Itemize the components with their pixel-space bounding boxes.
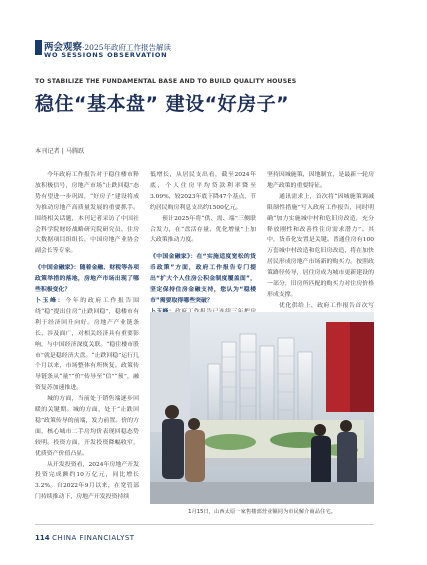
body-paragraph: 从开发投资看，2024年房地产开发投资完成额约10万亿元，同比增长3.2%。自2022年9月以来，在宽管部门持续推动下，房地产开发投资持续: [35, 461, 139, 501]
article-column-1: [35, 170, 139, 503]
article-byline: 本刊记者 | 马腾跃: [35, 148, 85, 155]
body-paragraph: 坚持因城施策，因地制宜，是最新一轮房地产政策的重要特征。: [267, 172, 374, 189]
photo-caption: 1月15日，山西太原一家售楼部营业额同为市民解介商品住宅。: [188, 509, 336, 515]
column-title-en: WO SESSIONS OBSERVATION: [44, 51, 168, 59]
article-kicker: TO STABILIZE THE FUNDAMENTAL BASE AND TO BUILD QUALITY HOUSES: [35, 78, 297, 85]
speaker-tag: 卜玉峰：: [35, 297, 66, 304]
article-photo: [150, 312, 374, 504]
body-paragraph: 通讯需求上，首次将“因城施策调减限制性措施”写入政府工作报告，同时明确“加力实施城中村和危旧房改造，充分释放刚性和改善性住房需求潜力”。其中，货币化安置是关键。普通住房有100万套城中村改造和危旧房改造，将在加快居民形成房地产市场新的购买力。按照政策路径传导，居住房成为城市更新建设的一部分，旧房所匹配的购买力对住房价格形成支撑。: [267, 193, 374, 298]
column-title-cn: 两会观察: [44, 42, 83, 53]
page-number: 114: [35, 534, 50, 542]
answer-paragraph-1: [35, 296, 139, 394]
article-title: 稳住“基本盘” 建设“好房子”: [35, 93, 290, 115]
body-paragraph: 优化供给上，政府工作报告首次写: [279, 302, 374, 309]
interview-question-2: 《中国金融家》：在“实施适度宽松的货币政策”方面，政府工作报告专门提出“扩大个人住房公积金制度覆盖面”，坚定保持住房金融支持，您认为“稳楼市”需要取得哪些突破？: [150, 254, 256, 304]
answer-text-1: 今年的政府工作报告围绕“稳”提出住房“止跌回稳”，稳楼市有利于经济回升向好。房地产产业链条长、涉及面广，对相关经济具有重要影响，与中国经济深度关联。“稳住楼市股市”就是稳经济大盘。“止跌回稳”运行几个月以来，市场整体有所恢复。政策传导链条从“量”“价”传导至“信”“预”，融资复苏加速推进。: [35, 297, 139, 392]
body-paragraph: 城的方面，当前处于销售端逐步回暖的关键期。城的方面，处于“止跌回稳”政策传导的前端，发力前置。价的方面，核心城市二手房均价表现回稳态势较明。投资方面，开发投资降幅收窄，优质资产价值凸显。: [35, 396, 139, 457]
interview-question-1: 《中国金融家》：随着金融、财税等各项政策举措的落地，房地产市场出现了哪些积极变化？: [35, 265, 139, 294]
column-mark: [35, 40, 42, 55]
footer-rule: [35, 524, 374, 525]
body-paragraph: 预计2025年将“供、需、端”三侧联合发力，在“盘活存量、优化增量”上加大政策推动力度。: [150, 215, 256, 244]
intro-paragraph: 今年政府工作报告对于稳住楼市释放积极信号，房地产市场“止跌回稳”态势有望进一步巩固，“好房子”建设将成为推动房地产高质量发展的重要抓手。围绕相关话题，本刊记者采访了中国社会科学院财经战略研究院研究员、住房大数据项目组组长，中国房地产业协会副会长等专家。: [35, 172, 139, 255]
body-paragraph: 低增长，从居民支出看，截至2024年底，个人住房平均贷款利率降至3.09%，较2023年底下降47个基点，节约居民购房利息支出约1500亿元。: [150, 172, 256, 211]
column-subtitle: ·2025年政府工作报告解读: [82, 43, 171, 52]
page-footer: [35, 534, 135, 542]
photo-illustration: [150, 312, 374, 504]
magazine-name: CHINA FINANCIALYST: [52, 534, 135, 542]
